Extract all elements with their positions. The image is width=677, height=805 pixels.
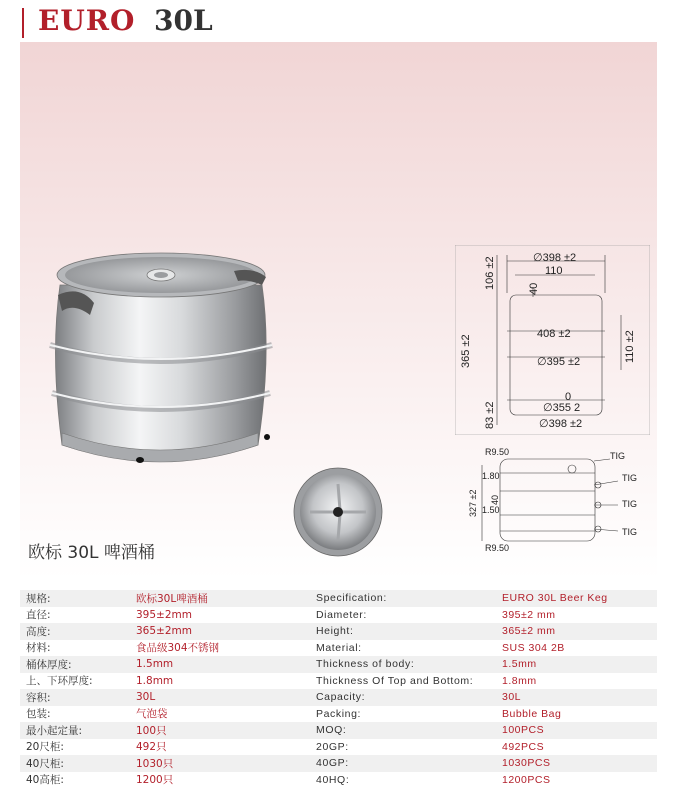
spec-en-label: 40GP: bbox=[316, 755, 502, 772]
spec-cn-value: 欧标30L啤酒桶 bbox=[136, 590, 316, 607]
spec-row bbox=[20, 772, 657, 789]
spec-en-label: Specification: bbox=[316, 590, 502, 607]
product-caption: 欧标 30L 啤酒桶 bbox=[28, 543, 155, 563]
spec-cn-label: 上、下环厚度: bbox=[26, 675, 93, 688]
spec-row bbox=[20, 673, 657, 690]
dim-83: 83 ±2 bbox=[484, 401, 496, 429]
dim-zero: 0 bbox=[565, 391, 572, 403]
spec-row bbox=[20, 656, 657, 673]
spec-en-value: Bubble Bag bbox=[502, 707, 562, 720]
section-1-50: 1.50 bbox=[482, 505, 500, 515]
section-tig-4: TIG bbox=[622, 527, 637, 537]
section-r-bottom: R9.50 bbox=[485, 543, 510, 553]
spec-cn-value: 492只 bbox=[136, 741, 167, 754]
spec-table bbox=[20, 590, 657, 788]
spec-en-label: 20GP: bbox=[316, 740, 349, 753]
spec-row bbox=[20, 689, 657, 706]
spec-en-value: 1030PCS bbox=[502, 755, 657, 772]
spec-cn-value: 食品级304不锈钢 bbox=[136, 642, 220, 655]
keg-bottom-view bbox=[288, 464, 388, 564]
spec-cn-label: 40尺柜: bbox=[20, 755, 136, 772]
keg-illustration bbox=[40, 245, 290, 475]
spec-en-label: Diameter: bbox=[316, 608, 367, 621]
spec-row bbox=[20, 755, 657, 772]
spec-en-label: Capacity: bbox=[316, 689, 502, 706]
section-40: 40 bbox=[490, 494, 500, 505]
spec-cn-value: 395±2mm bbox=[136, 608, 192, 621]
spec-cn-label: 最小起定量: bbox=[20, 722, 136, 739]
title-brand: EURO bbox=[38, 4, 136, 37]
spec-cn-label: 高度: bbox=[20, 623, 136, 640]
spec-en-label: MOQ: bbox=[316, 722, 502, 739]
spec-cn-value: 100只 bbox=[136, 722, 316, 739]
technical-drawing-side bbox=[455, 245, 650, 435]
spec-en-label: Material: bbox=[316, 641, 362, 654]
spec-en-value: 395±2 mm bbox=[502, 608, 556, 621]
spec-en-label: Thickness Of Top and Bottom: bbox=[316, 674, 474, 687]
spec-cn-value: 1.8mm bbox=[136, 674, 174, 687]
spec-row bbox=[20, 623, 657, 640]
section-tig-3: TIG bbox=[622, 499, 637, 509]
dim-365: 365 ±2 bbox=[460, 334, 472, 368]
title-volume: 30L bbox=[154, 4, 213, 37]
spec-cn-value: 1200只 bbox=[136, 774, 174, 787]
spec-cn-label: 包装: bbox=[26, 708, 51, 721]
spec-en-label: 40HQ: bbox=[316, 773, 350, 786]
dim-395: ∅395 ±2 bbox=[537, 356, 581, 368]
spec-en-value: 30L bbox=[502, 689, 657, 706]
spec-en-value: 492PCS bbox=[502, 740, 545, 753]
spec-en-value: 1200PCS bbox=[502, 773, 551, 786]
dim-110-right: 110 ±2 bbox=[624, 330, 636, 363]
spec-row bbox=[20, 607, 657, 624]
dim-110: 110 bbox=[545, 265, 563, 277]
spec-row bbox=[20, 706, 657, 723]
dim-355: ∅355 2 bbox=[543, 402, 581, 414]
spec-cn-value: 气泡袋 bbox=[136, 708, 168, 721]
spec-en-value: 100PCS bbox=[502, 722, 657, 739]
technical-drawing-section bbox=[460, 445, 650, 555]
spec-cn-value: 1030只 bbox=[136, 755, 316, 772]
spec-cn-value: 30L bbox=[136, 689, 316, 706]
spec-cn-label: 材料: bbox=[26, 642, 51, 655]
spec-row bbox=[20, 590, 657, 607]
spec-cn-label: 容积: bbox=[20, 689, 136, 706]
section-tig-2: TIG bbox=[622, 473, 637, 483]
spec-cn-label: 20尺柜: bbox=[26, 741, 64, 754]
section-r-top: R9.50 bbox=[485, 447, 510, 457]
dim-dia-top: ∅398 ±2 bbox=[533, 252, 577, 264]
spec-en-value: EURO 30L Beer Keg bbox=[502, 590, 657, 607]
spec-row bbox=[20, 640, 657, 657]
spec-en-value: SUS 304 2B bbox=[502, 641, 565, 654]
title-bar bbox=[0, 0, 677, 44]
section-327: 327 ±2 bbox=[468, 489, 478, 517]
spec-row bbox=[20, 739, 657, 756]
spec-cn-value: 1.5mm bbox=[136, 656, 316, 673]
dim-dia-bottom: ∅398 ±2 bbox=[539, 418, 583, 430]
spec-en-label: Height: bbox=[316, 623, 502, 640]
spec-cn-label: 桶体厚度: bbox=[20, 656, 136, 673]
spec-cn-label: 直径: bbox=[26, 609, 51, 622]
spec-row bbox=[20, 722, 657, 739]
section-tig-1: TIG bbox=[610, 451, 625, 461]
dim-40: 40 bbox=[528, 282, 540, 295]
spec-en-label: Thickness of body: bbox=[316, 656, 502, 673]
spec-en-value: 365±2 mm bbox=[502, 623, 657, 640]
spec-cn-label: 规格: bbox=[20, 590, 136, 607]
spec-cn-label: 40高柜: bbox=[26, 774, 64, 787]
dim-408: 408 ±2 bbox=[537, 328, 571, 340]
spec-en-label: Packing: bbox=[316, 707, 362, 720]
title-accent-line bbox=[22, 8, 24, 38]
dim-106: 106 ±2 bbox=[484, 256, 496, 290]
spec-en-value: 1.8mm bbox=[502, 674, 537, 687]
section-1-80: 1.80 bbox=[482, 471, 500, 481]
spec-cn-value: 365±2mm bbox=[136, 623, 316, 640]
spec-en-value: 1.5mm bbox=[502, 656, 657, 673]
